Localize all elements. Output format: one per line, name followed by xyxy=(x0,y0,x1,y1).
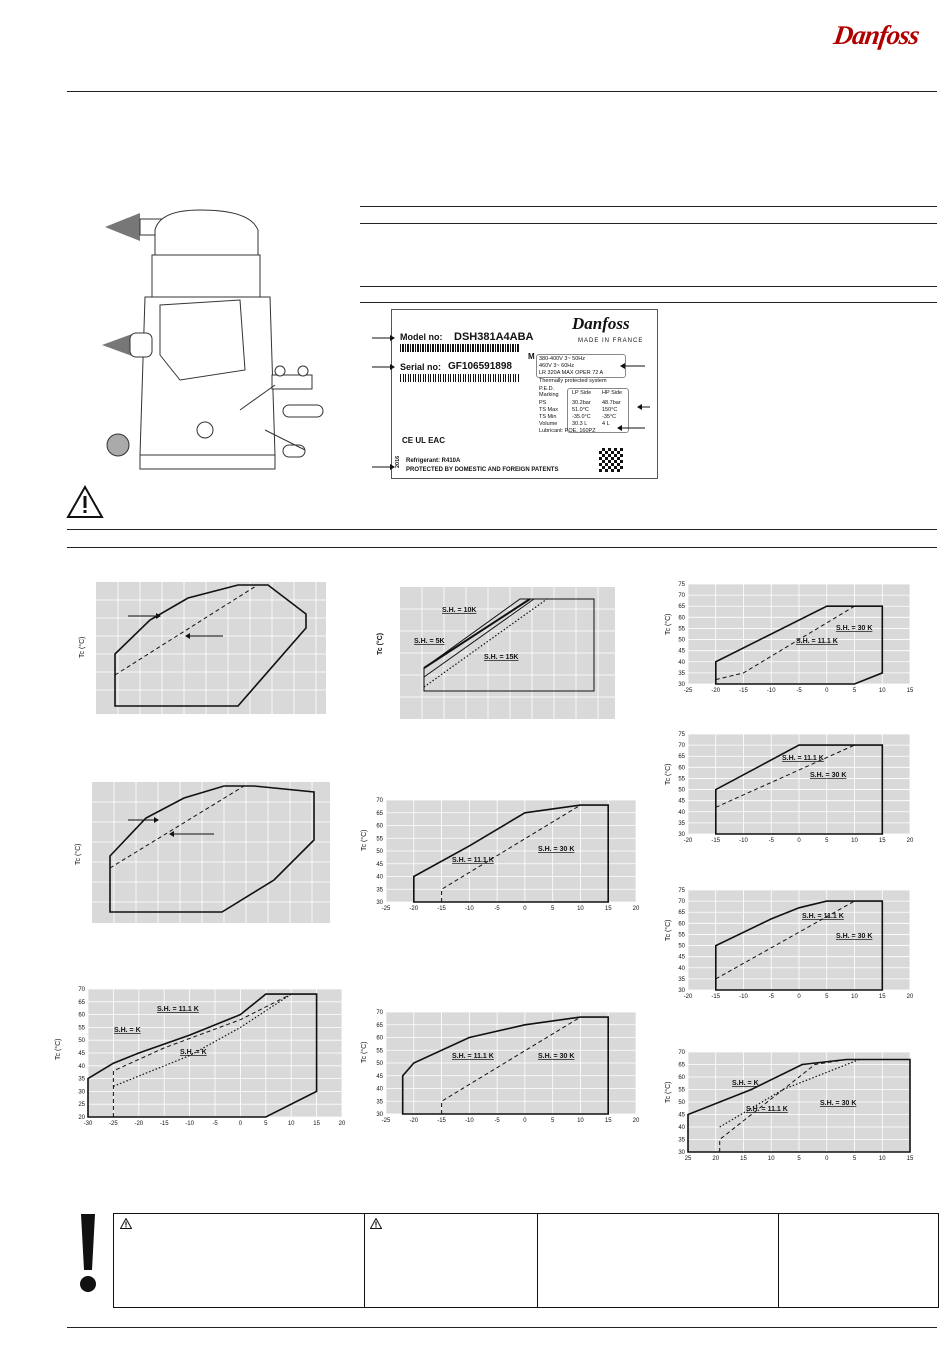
c5-xtick: 20 xyxy=(632,906,640,912)
c9-ytick: 65 xyxy=(678,910,685,917)
table-rule-1 xyxy=(360,206,937,207)
c6-xtick: 15 xyxy=(604,1118,612,1124)
c5-xtick: -5 xyxy=(494,906,500,912)
c8-xtick: 10 xyxy=(851,838,858,842)
c8-xtick: 15 xyxy=(878,838,886,842)
c10-ytick: 30 xyxy=(678,1150,685,1156)
c10-ytick: 70 xyxy=(678,1050,685,1056)
c9-ytick: 35 xyxy=(678,976,685,983)
c9-xtick: 10 xyxy=(851,994,858,998)
c10-xtick: 15 xyxy=(740,1156,747,1160)
c3-xtick: 10 xyxy=(287,1121,295,1127)
c10-xtick: 15 xyxy=(906,1156,914,1160)
c2-ylabel: Tc (°C) xyxy=(75,843,82,865)
ps-label: PS xyxy=(539,400,547,406)
warning-small-icon-2 xyxy=(370,1218,382,1229)
c5-xtick: 15 xyxy=(604,906,612,912)
c8-grid xyxy=(688,734,910,834)
c3-ytick: 20 xyxy=(78,1115,85,1121)
c8-xtick: -20 xyxy=(683,838,693,842)
c5-ytick: 40 xyxy=(376,874,383,881)
footer-rule xyxy=(67,1327,937,1328)
c7-ytick: 70 xyxy=(678,593,685,600)
c7-ytick: 50 xyxy=(678,637,685,644)
discharge-arrow-icon xyxy=(105,213,140,241)
table-rule-2 xyxy=(360,223,937,224)
warning-cell-3 xyxy=(537,1214,779,1307)
c4-label-b: S.H. = 5K xyxy=(414,638,445,645)
c3-xtick: 0 xyxy=(238,1121,243,1127)
c6-xtick: -5 xyxy=(494,1118,500,1124)
marking: Marking xyxy=(539,392,559,398)
table-rule-3 xyxy=(360,286,937,287)
chart-3 xyxy=(52,985,347,1130)
c10-ytick: 40 xyxy=(678,1125,685,1131)
c8-xtick: 0 xyxy=(797,838,801,842)
c9-ytick: 45 xyxy=(678,954,685,961)
c5-xtick: -20 xyxy=(409,906,419,912)
c6-ytick: 40 xyxy=(376,1086,383,1093)
c5-ytick: 35 xyxy=(376,887,383,894)
c7-xtick: -25 xyxy=(683,688,693,692)
c3-ytick: 35 xyxy=(78,1076,85,1083)
electrical-line-3: LR 320A MAX OPER 72 A xyxy=(539,370,604,376)
c8-ytick: 75 xyxy=(678,732,685,738)
c9-ytick: 60 xyxy=(678,921,685,928)
c10-ytick: 35 xyxy=(678,1137,685,1144)
c7-xtick: 5 xyxy=(852,688,857,692)
c3-ytick: 25 xyxy=(78,1102,85,1109)
lubricant: Lubricant: POE, 160PZ xyxy=(539,428,596,434)
c9-xtick: 15 xyxy=(878,994,886,998)
c7-ytick: 75 xyxy=(678,582,685,588)
c9-xtick: 5 xyxy=(825,994,829,998)
c4-label-c: S.H. = 15K xyxy=(484,654,519,661)
c7-ytick: 35 xyxy=(678,670,685,677)
c5-ytick: 65 xyxy=(376,810,383,817)
c10-xtick: 20 xyxy=(712,1156,720,1160)
c5-grid xyxy=(386,800,636,902)
c8-ytick: 35 xyxy=(678,820,685,827)
c1-ylabel: Tc (°C) xyxy=(79,636,86,658)
c9-xtick: 0 xyxy=(797,994,801,998)
serial-label: Serial no: xyxy=(400,362,442,372)
chart-2 xyxy=(74,780,332,925)
c6-label-b: S.H. = 30 K xyxy=(538,1053,575,1060)
tsmax-lp: 51.0°C xyxy=(572,407,589,413)
c7-xtick: 0 xyxy=(825,688,829,692)
chart-8 xyxy=(660,730,915,842)
c8-ytick: 45 xyxy=(678,798,685,805)
gauge-manifold-icon xyxy=(272,375,312,389)
c7-ytick: 45 xyxy=(678,648,685,655)
c10-xtick: 5 xyxy=(797,1156,801,1160)
c5-ytick: 45 xyxy=(376,861,383,868)
c3-label-b: S.H. = K xyxy=(114,1027,141,1034)
c5-xtick: 5 xyxy=(550,906,555,912)
c3-ytick: 65 xyxy=(78,999,85,1006)
c9-ytick: 50 xyxy=(678,943,685,950)
c3-xtick: -30 xyxy=(83,1121,93,1127)
m-mark: M xyxy=(528,352,535,361)
c3-xtick: 5 xyxy=(264,1121,268,1127)
c10-xtick: 10 xyxy=(767,1156,775,1160)
c5-xtick: -10 xyxy=(464,906,474,912)
tsmax-hp: 150°C xyxy=(602,407,618,413)
c5-ytick: 60 xyxy=(376,823,383,830)
c9-ytick: 70 xyxy=(678,899,685,906)
c7-xtick: -10 xyxy=(766,688,776,692)
c7-ylabel: Tc (°C) xyxy=(665,613,672,635)
c9-xtick: -5 xyxy=(768,994,774,998)
plugs-icon xyxy=(283,405,323,417)
c7-ytick: 65 xyxy=(678,604,685,611)
c7-grid xyxy=(688,584,910,684)
c7-ytick: 40 xyxy=(678,659,685,666)
warning-cell-2 xyxy=(364,1214,538,1307)
c6-xtick: 5 xyxy=(550,1118,555,1124)
c4-ylabel: Tc (°C) xyxy=(377,632,384,655)
tsmax-label: TS Max xyxy=(539,407,558,413)
chart-4 xyxy=(372,585,617,725)
c6-ytick: 65 xyxy=(376,1022,383,1029)
c10-xtick: 0 xyxy=(825,1156,829,1160)
c10-xtick: 5 xyxy=(852,1156,857,1160)
c9-xtick: -15 xyxy=(711,994,721,998)
cert-marks: CE UL EAC xyxy=(402,436,445,445)
c5-label-b: S.H. = 30 K xyxy=(538,846,575,853)
warning-small-icon-1 xyxy=(120,1218,132,1229)
c7-ytick: 55 xyxy=(678,626,685,633)
tsmin-hp: -35°C xyxy=(602,414,617,420)
c6-ytick: 30 xyxy=(376,1112,383,1118)
c9-ytick: 40 xyxy=(678,965,685,972)
chart-6 xyxy=(356,1008,641,1128)
c7-label-b: S.H. = 11.1 K xyxy=(796,638,838,645)
model-label: Model no: xyxy=(400,332,443,342)
chart-7 xyxy=(660,580,915,692)
warning-cell-1 xyxy=(114,1214,365,1307)
c8-label-a: S.H. = 11.1 K xyxy=(782,755,824,762)
chart-5 xyxy=(356,796,641,916)
c10-ylabel: Tc (°C) xyxy=(665,1081,672,1103)
c3-ytick: 50 xyxy=(78,1038,85,1045)
lp-side: LP Side xyxy=(572,390,592,396)
nameplate-logo: Danfoss xyxy=(572,314,630,333)
c9-ytick: 75 xyxy=(678,888,685,894)
c6-ytick: 50 xyxy=(376,1061,383,1067)
c3-label-c: S.H. = K xyxy=(180,1049,207,1056)
tsmin-lp: -35.0°C xyxy=(572,414,591,420)
ps-lp: 30.2bar xyxy=(572,400,591,406)
c5-ytick: 70 xyxy=(376,798,383,804)
c6-ytick: 35 xyxy=(376,1099,383,1106)
c3-xtick: -15 xyxy=(159,1121,169,1127)
c6-ylabel: Tc (°C) xyxy=(361,1041,368,1063)
c3-ylabel: Tc (°C) xyxy=(55,1038,62,1060)
warning-table xyxy=(113,1213,939,1308)
serial-value: GF106591898 xyxy=(448,361,512,372)
c6-label-a: S.H. = 11.1 K xyxy=(452,1053,494,1060)
c8-ytick: 60 xyxy=(678,765,685,772)
ped: P.E.D. xyxy=(539,386,555,392)
c9-ytick: 55 xyxy=(678,932,685,939)
c3-label-a: S.H. = 11.1 K xyxy=(157,1006,199,1013)
c3-ytick: 45 xyxy=(78,1051,85,1057)
model-value: DSH381A4ABA xyxy=(454,331,534,343)
c3-xtick: 15 xyxy=(313,1121,320,1127)
c8-xtick: -5 xyxy=(768,838,774,842)
c4-label-a: S.H. = 10K xyxy=(442,607,477,614)
oil-sight-icon xyxy=(107,434,129,456)
c5-xtick: 0 xyxy=(523,906,527,912)
c3-ytick: 55 xyxy=(78,1025,85,1032)
c3-ytick: 60 xyxy=(78,1012,85,1019)
c9-grid xyxy=(688,890,910,990)
c6-xtick: -15 xyxy=(437,1118,446,1124)
c10-ytick: 60 xyxy=(678,1075,685,1081)
c7-ytick: 60 xyxy=(678,615,685,622)
c6-xtick: 0 xyxy=(523,1118,527,1124)
chart-1 xyxy=(78,578,328,718)
c8-xtick: -15 xyxy=(711,838,721,842)
ps-hp: 48.7bar xyxy=(602,400,621,406)
warning-cell-4 xyxy=(778,1214,937,1307)
c10-label-b: S.H. = 11.1 K xyxy=(746,1106,788,1113)
c8-ytick: 70 xyxy=(678,743,685,750)
patents: PROTECTED BY DOMESTIC AND FOREIGN PATENTS xyxy=(406,467,559,473)
c8-ytick: 65 xyxy=(678,754,685,761)
c8-xtick: 5 xyxy=(825,838,829,842)
electrical-line-2: 460V 3~ 60Hz xyxy=(539,363,575,369)
c7-xtick: 10 xyxy=(878,688,886,692)
c8-xtick: 20 xyxy=(906,838,914,842)
tsmin-label: TS Min xyxy=(539,414,557,420)
c9-label-b: S.H. = 30 K xyxy=(836,933,873,940)
c5-ytick: 30 xyxy=(376,900,383,906)
c3-xtick: -20 xyxy=(134,1121,144,1127)
c5-ytick: 50 xyxy=(376,849,383,855)
exclamation-icon xyxy=(76,1212,100,1294)
chart-10 xyxy=(660,1048,915,1160)
c8-ytick: 30 xyxy=(678,832,685,838)
year: 2016 xyxy=(395,455,401,468)
c6-ytick: 70 xyxy=(376,1010,383,1016)
c5-xtick: -25 xyxy=(381,906,391,912)
volume-lp: 30.3 L xyxy=(572,421,588,427)
c5-label-a: S.H. = 11.1 K xyxy=(452,857,494,864)
c5-xtick: 10 xyxy=(577,906,584,912)
electrical-line-1: 380-400V 3~ 50Hz xyxy=(539,356,586,362)
c6-xtick: 20 xyxy=(632,1118,640,1124)
c9-xtick: -20 xyxy=(683,994,693,998)
nameplate-arrows xyxy=(370,330,670,475)
c9-ylabel: Tc (°C) xyxy=(665,919,672,941)
c7-xtick: -5 xyxy=(796,688,802,692)
c7-ytick: 30 xyxy=(678,682,685,688)
c8-ylabel: Tc (°C) xyxy=(665,763,672,785)
chart-9 xyxy=(660,886,915,998)
c3-ytick: 40 xyxy=(78,1063,85,1070)
c9-xtick: 20 xyxy=(906,994,914,998)
volume-label: Volume xyxy=(539,421,558,427)
section-rule-2 xyxy=(67,547,937,548)
c9-ytick: 30 xyxy=(678,988,685,994)
c8-label-b: S.H. = 30 K xyxy=(810,772,847,779)
table-rule-4 xyxy=(360,302,937,303)
c10-ytick: 45 xyxy=(678,1112,685,1119)
refrigerant: Refrigerant: R410A xyxy=(406,458,461,464)
c10-ytick: 65 xyxy=(678,1062,685,1069)
c8-ytick: 50 xyxy=(678,787,685,794)
c6-xtick: 10 xyxy=(577,1118,584,1124)
c7-xtick: -15 xyxy=(739,688,748,692)
c6-xtick: -25 xyxy=(381,1118,391,1124)
c5-ytick: 55 xyxy=(376,836,383,843)
warning-icon xyxy=(66,485,104,519)
c8-xtick: -10 xyxy=(739,838,748,842)
c6-xtick: -10 xyxy=(464,1118,474,1124)
valve-icon xyxy=(283,445,305,457)
c6-ytick: 60 xyxy=(376,1035,383,1042)
c6-xtick: -20 xyxy=(409,1118,419,1124)
c3-xtick: -25 xyxy=(109,1121,118,1127)
c10-ytick: 55 xyxy=(678,1087,685,1094)
c5-ylabel: Tc (°C) xyxy=(361,829,368,851)
c9-xtick: -10 xyxy=(739,994,748,998)
header-rule xyxy=(67,91,937,92)
c8-ytick: 55 xyxy=(678,776,685,783)
c7-xtick: 15 xyxy=(906,688,914,692)
c7-label-a: S.H. = 30 K xyxy=(836,625,873,632)
c3-ytick: 30 xyxy=(78,1089,85,1096)
volume-hp: 4 L xyxy=(602,421,610,427)
c9-label-a: S.H. = 11.1 K xyxy=(802,913,844,920)
c10-xtick: 25 xyxy=(684,1156,692,1160)
c6-ytick: 55 xyxy=(376,1048,383,1055)
c10-label-c: S.H. = 30 K xyxy=(820,1100,857,1107)
c8-ytick: 40 xyxy=(678,809,685,816)
c3-ytick: 70 xyxy=(78,987,85,993)
made-in: MADE IN FRANCE xyxy=(578,338,644,344)
compressor-drawing xyxy=(100,205,335,480)
protection: Thermally protected system xyxy=(539,378,607,384)
c6-ytick: 45 xyxy=(376,1073,383,1080)
c3-xtick: 20 xyxy=(338,1121,346,1127)
danfoss-logo: Danfoss xyxy=(831,20,921,50)
c10-ytick: 50 xyxy=(678,1100,685,1106)
hp-side: HP Side xyxy=(602,390,623,396)
section-rule-1 xyxy=(67,529,937,530)
c10-xtick: 10 xyxy=(878,1156,886,1160)
c10-label-a: S.H. = K xyxy=(732,1080,759,1087)
c3-xtick: -10 xyxy=(185,1121,194,1127)
c5-xtick: -15 xyxy=(437,906,446,912)
c3-xtick: -5 xyxy=(212,1121,218,1127)
c7-xtick: -20 xyxy=(711,688,721,692)
